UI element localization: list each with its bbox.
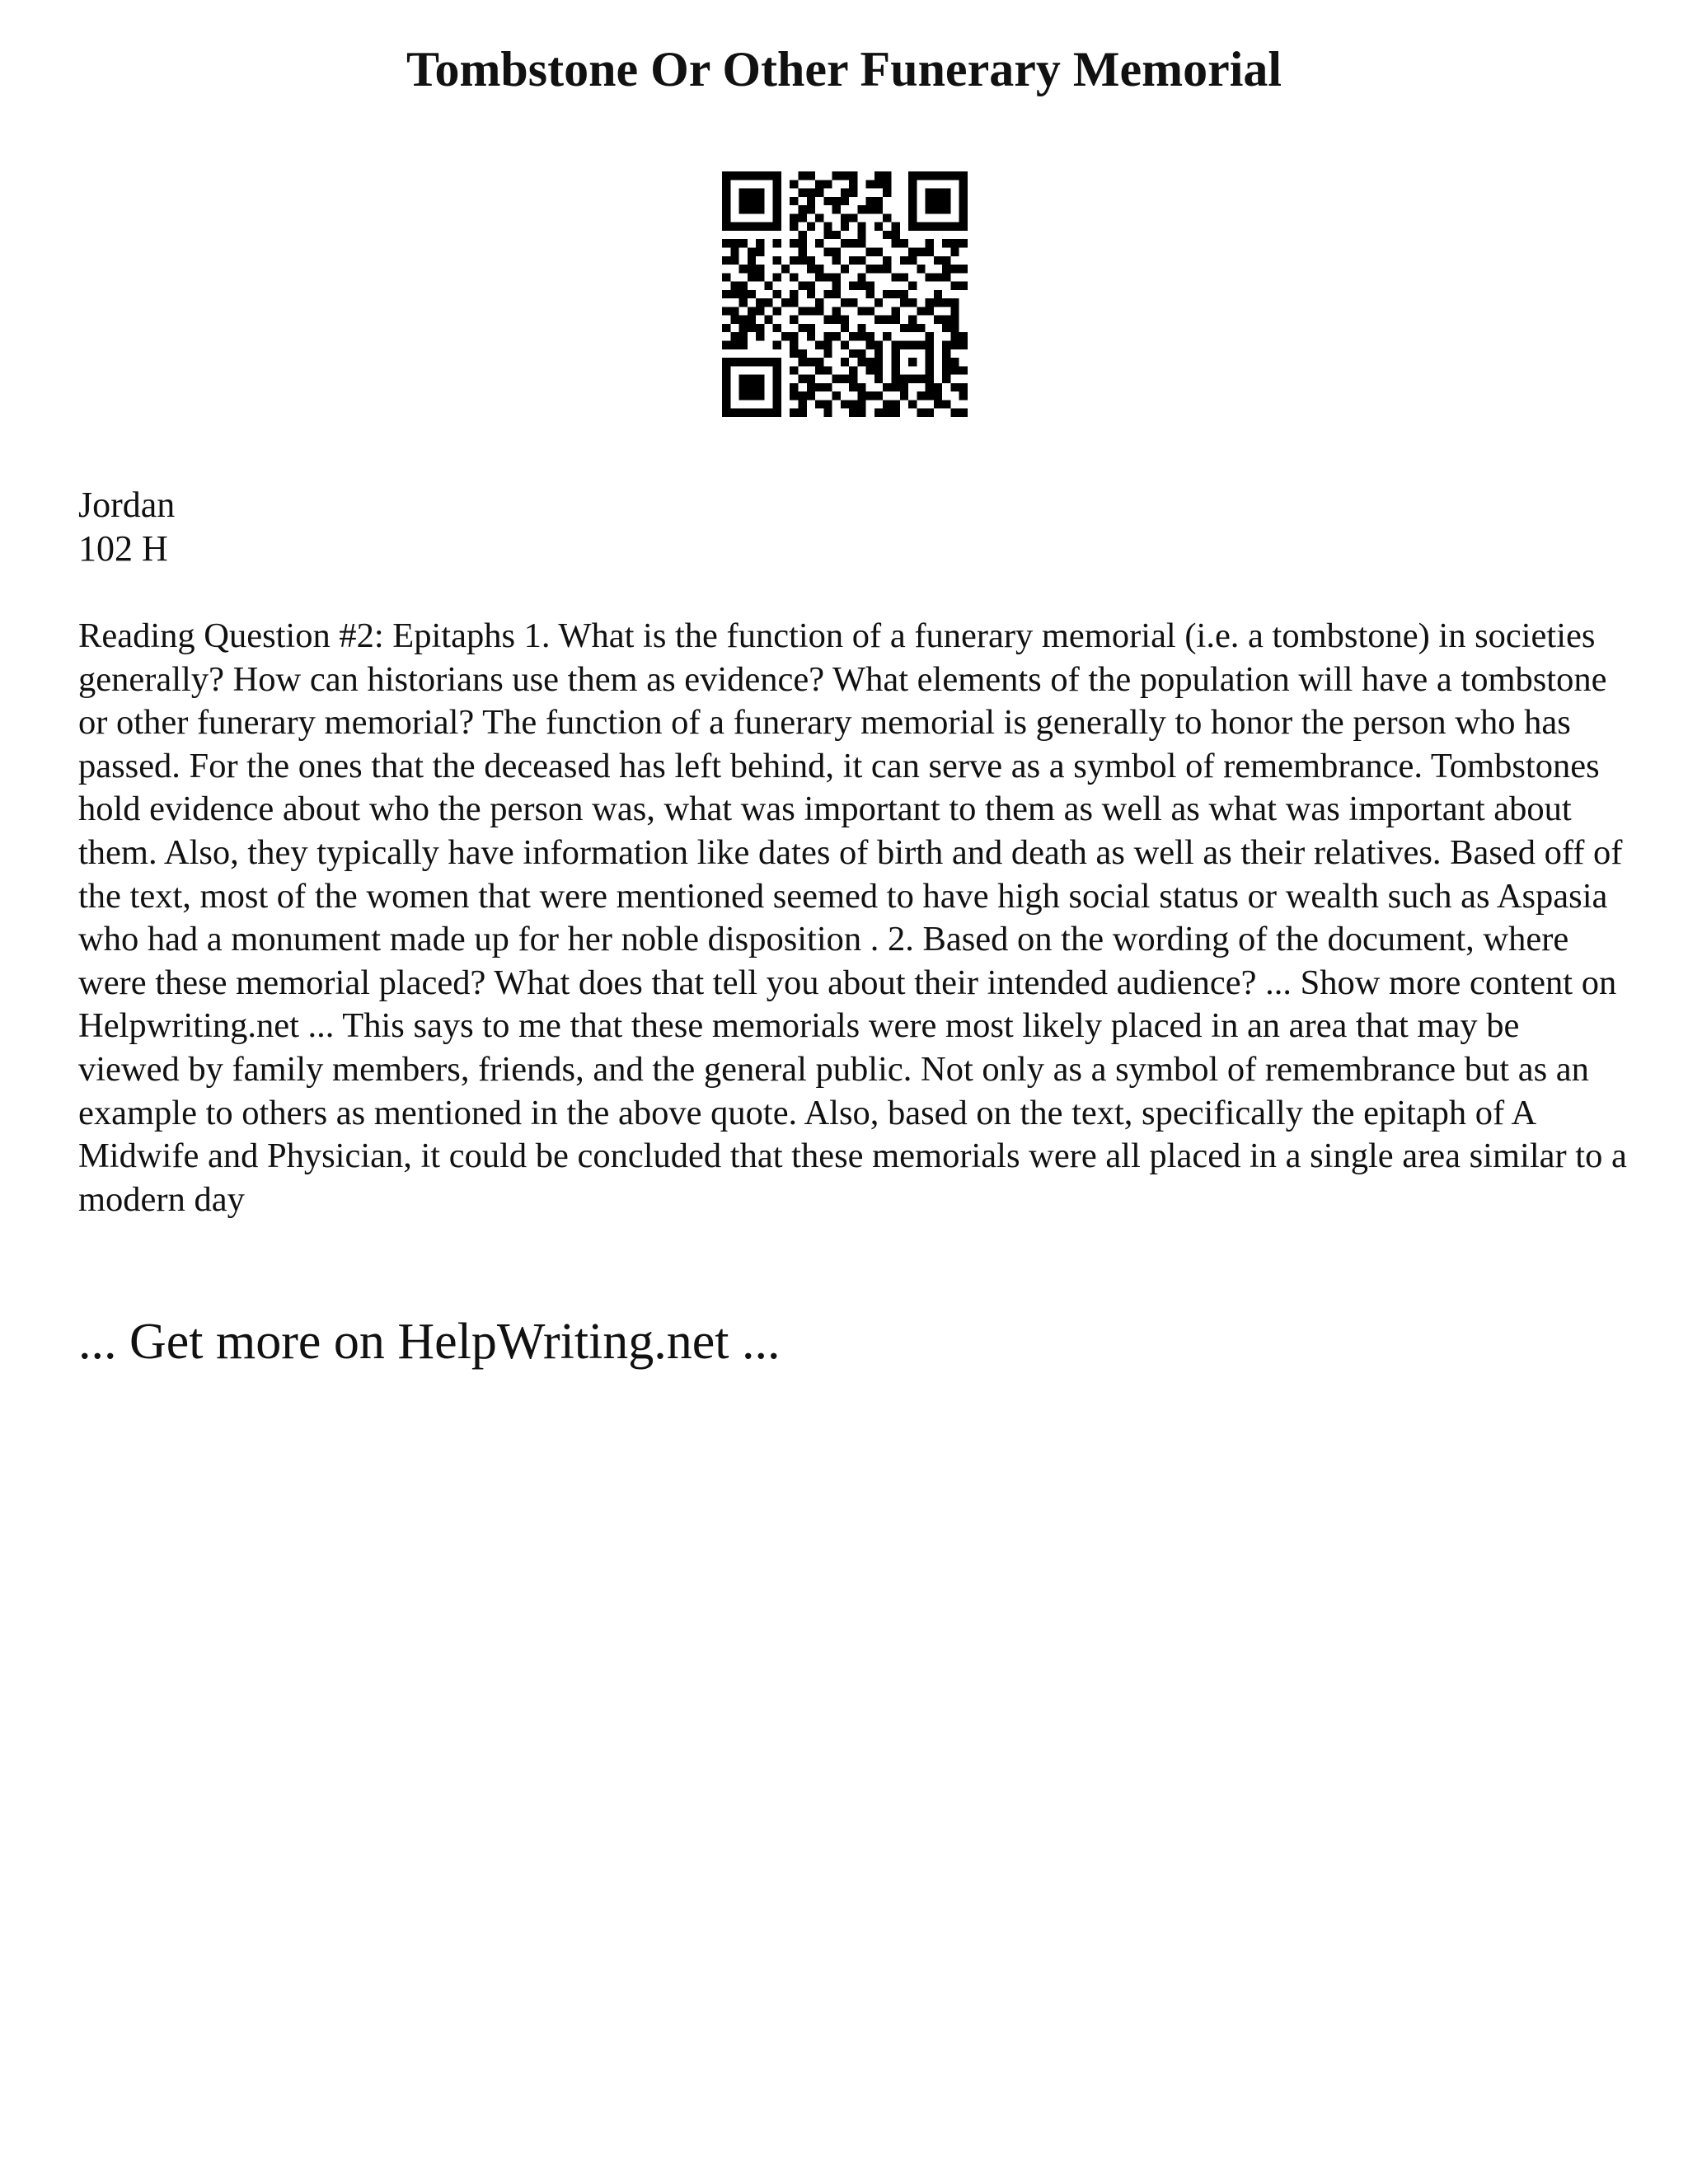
author-name: Jordan <box>78 485 176 525</box>
get-more-link[interactable]: ... Get more on HelpWriting.net ... <box>78 1314 781 1370</box>
author-block <box>78 483 175 570</box>
course-code: 102 H <box>78 528 168 569</box>
qr-code-icon <box>722 171 968 417</box>
essay-body: Reading Question #2: Epitaphs 1. What is the function of a funerary memorial (i.e. a tombstone) in societies generally? How can historians use them as evidence? What elements of the population will have a tombstone or other funerary memorial? The function of a funerary memorial is generally to honor the person who has passed. For the ones that the deceased has left behind, it can serve as a symbol of remembrance. Tombstones hold evidence about who the person was, what was important to them as well as what was important about them. Also, they typically have information like dates of birth and death as well as their relatives. Based off of the text, most of the women that were mentioned seemed to have high social status or wealth such as Aspasia who had a monument made up for her noble disposition . 2. Based on the wording of the document, where were these memorial placed? What does that tell you about their intended audience? ... Show more content on Helpwriting.net ... This says to me that these memorials were most likely placed in an area that may be viewed by family members, friends, and the general public. Not only as a symbol of remembrance but as an example to others as mentioned in the above quote. Also, based on the text, specifically the epitaph of A Midwife and Physician, it could be concluded that these memorials were all placed in a single area similar to a modern day <box>78 616 1627 1219</box>
page-title: Tombstone Or Other Funerary Memorial <box>406 42 1282 96</box>
